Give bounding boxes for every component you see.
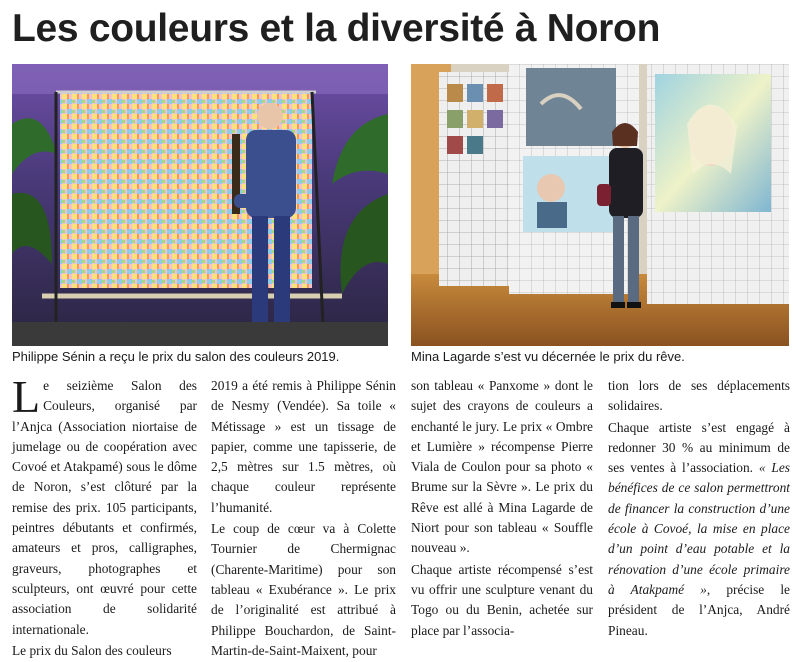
paragraph: tion lors de ses déplacements solidaires. xyxy=(608,378,790,414)
dropcap: L xyxy=(12,371,41,422)
paragraph: Le prix du Salon des couleurs xyxy=(12,642,172,658)
photo-mina-lagarde xyxy=(411,64,789,346)
photo-right-illustration xyxy=(411,64,789,346)
paragraph-text: Chaque artiste s’est engagé à redonner 30 % au minimum de ses ventes à l’association. xyxy=(608,419,790,476)
article-column-4 xyxy=(608,376,790,642)
photo-left-illustration xyxy=(12,64,388,346)
headline: Les couleurs et la diversité à Noron xyxy=(12,7,661,50)
paragraph: son tableau « Panxome » dont le sujet des crayons de couleurs a enchanté le jury. Le prix « Ombre et Lumière » récompense Pierre Viala de Coulon pour sa photo « Brume sur la Sèvre ». Le prix du Rêve est allé à Mina Lagarde de Niort pour son tableau « Souffle nouveau ». xyxy=(411,378,593,556)
article-column-1 xyxy=(12,371,197,662)
article-column-2 xyxy=(211,376,396,662)
paragraph: 2019 a été remis à Philippe Sénin de Nesmy (Vendée). Sa toile « Métissage » est un tissage de papier, comme une tapisserie, de 2,5 mètres sur 1.5 mètres, où chaque couleur représente l’humanité. xyxy=(211,378,396,515)
caption-left: Philippe Sénin a reçu le prix du salon des couleurs 2019. xyxy=(12,349,340,364)
president-quote: « Les bénéfices de ce salon permettront de financer la construction d’une école à Covoé, la mise en place d’un point d’eau potable et la rénovation d’une école primaire à Atakpamé » xyxy=(608,460,791,597)
paragraph: Le coup de cœur va à Colette Tournier de Chermignac (Charente-Maritime) pour son tableau « Exubérance ». Le prix de l’originalité est attribué à Philippe Bouchardon, de Saint-Martin-de-Saint-Maixent, pour xyxy=(211,521,396,658)
paragraph xyxy=(608,418,790,641)
caption-right: Mina Lagarde s’est vu décernée le prix du rêve. xyxy=(411,349,685,364)
paragraph-text: e seizième Salon des Couleurs, organisé par l’Anjca (Association niortaise de jumelage ou de coopération avec Covoé et Atakpamé) sous le dôme de Noron, s’est clôturé par la remise des prix. 105 participants, peintres débutants et confirmés, amateurs et pros, calligraphes, graveurs, photographes et sculpteurs, ont œuvré pour cette association de solidarité internationale. xyxy=(12,378,197,637)
article-column-3 xyxy=(411,376,593,642)
paragraph-text: , précise le président de l’Anjca, André Pineau. xyxy=(608,581,791,638)
photo-philippe-senin xyxy=(12,64,388,346)
paragraph: Chaque artiste récompensé s’est vu offrir une sculpture venant du Togo ou du Benin, achetée sur place par l’associa- xyxy=(411,561,593,638)
paragraph xyxy=(12,371,197,640)
